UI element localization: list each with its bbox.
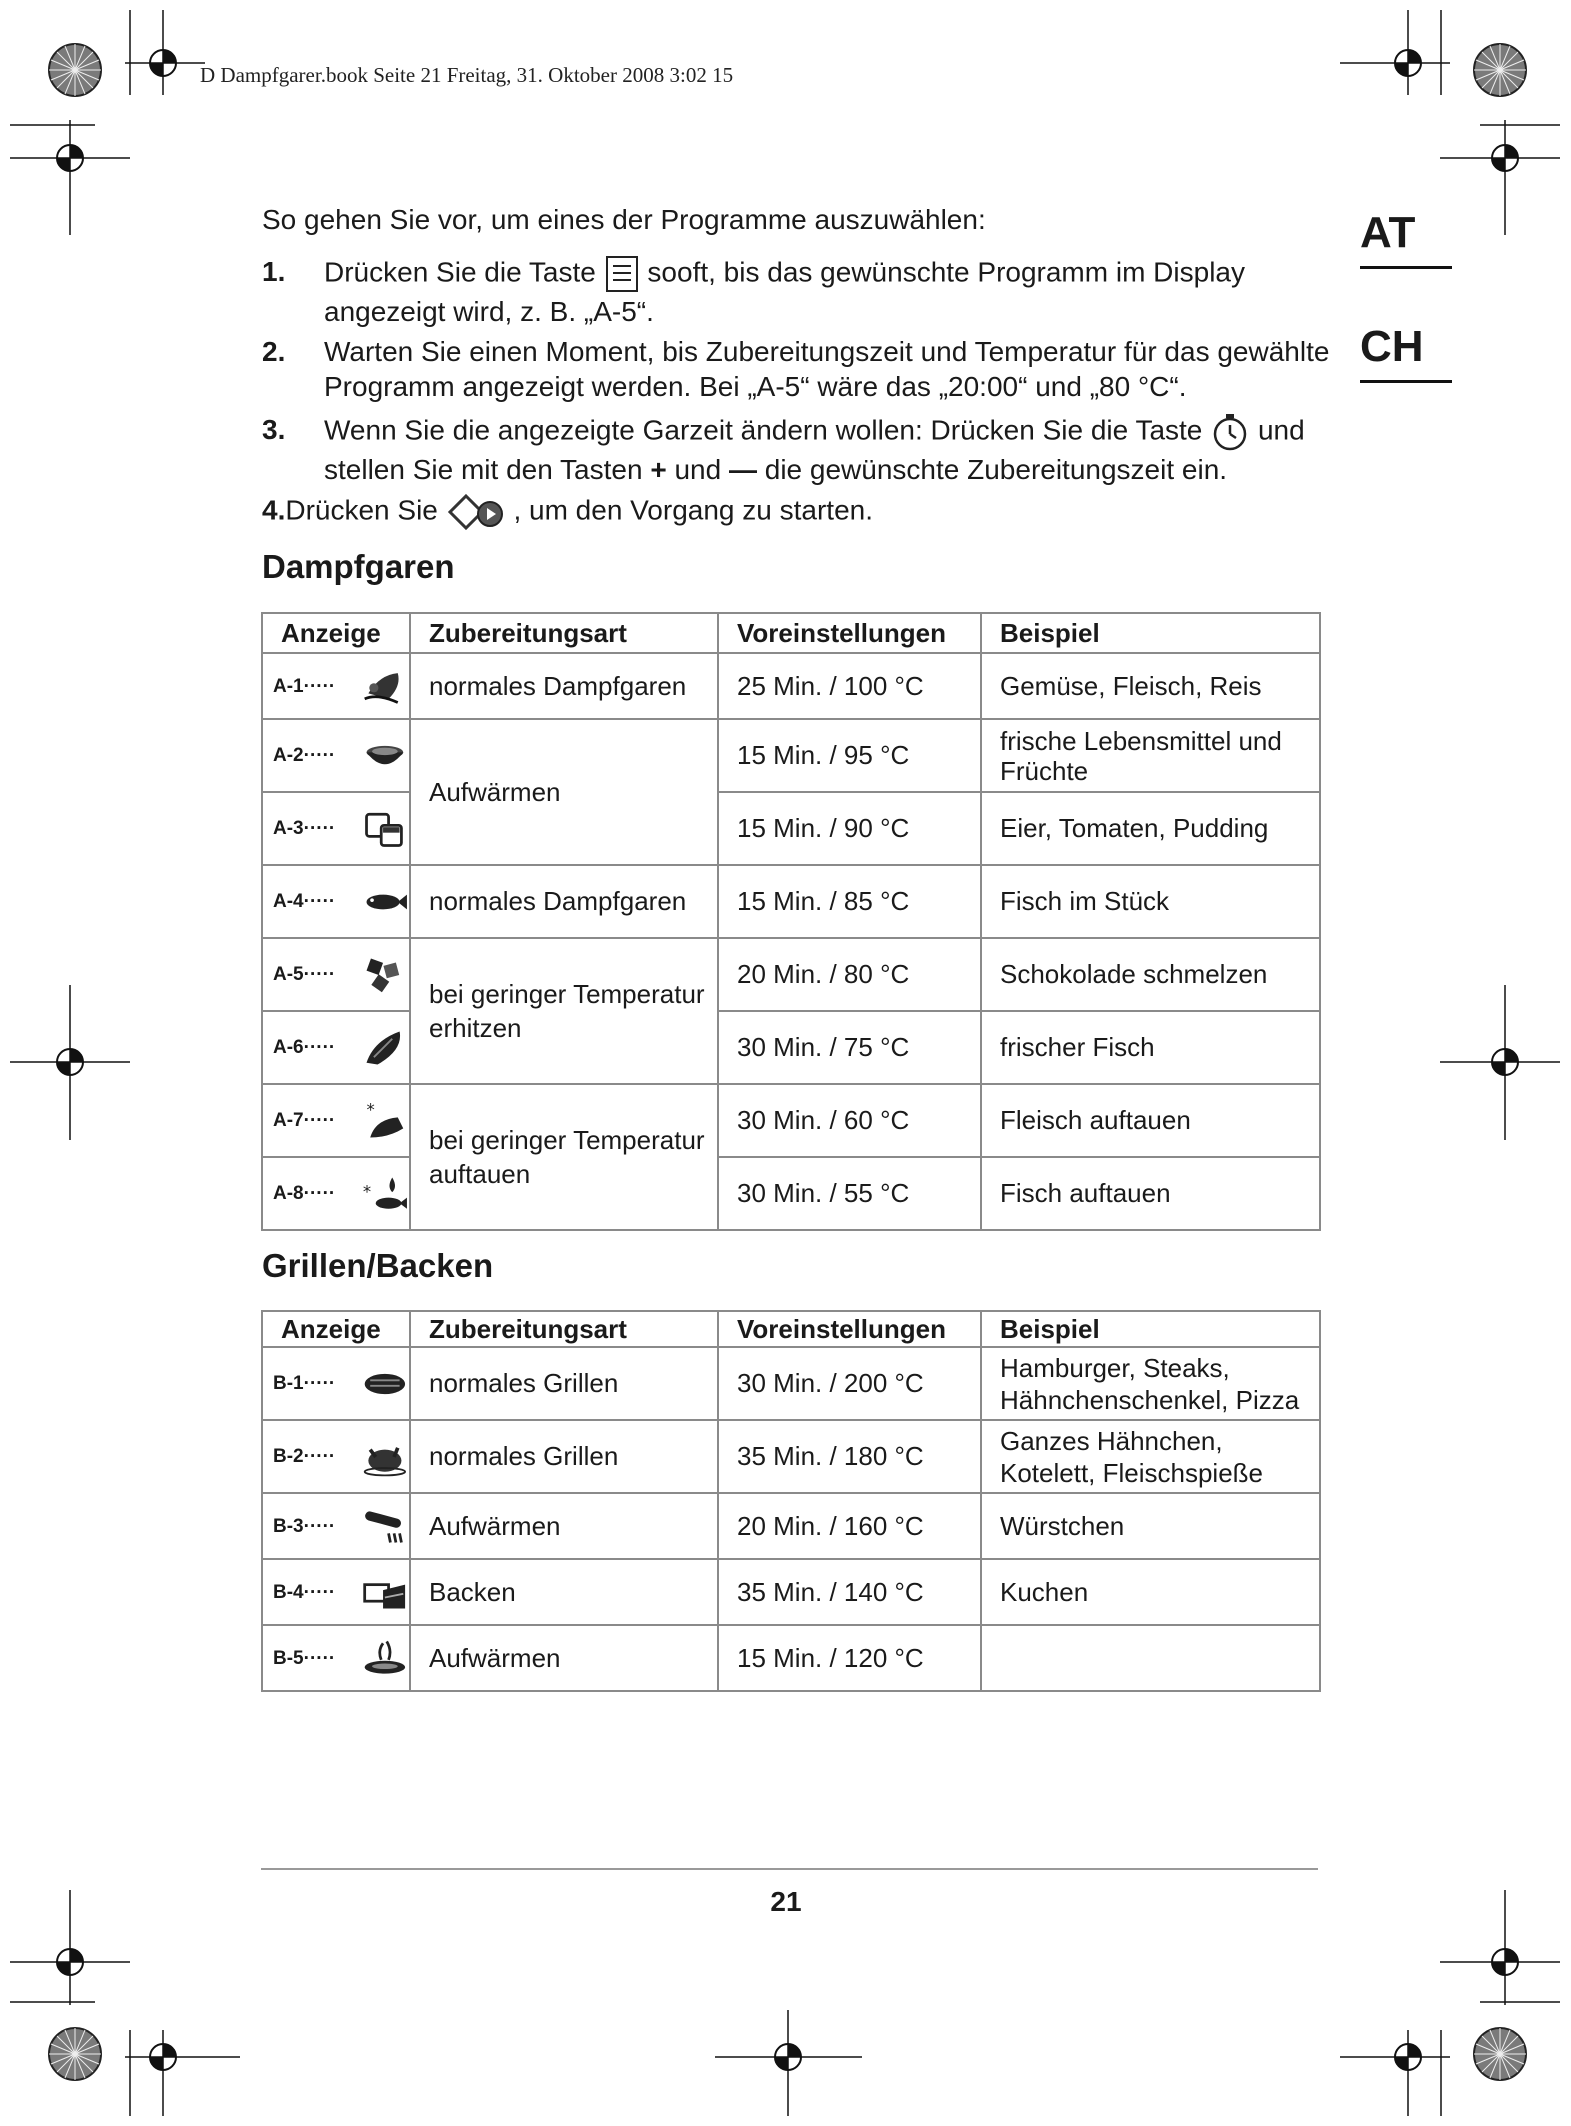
program-code: B-2····· bbox=[273, 1446, 336, 1467]
table-row bbox=[262, 1347, 1320, 1420]
vegetables-icon bbox=[361, 664, 409, 708]
cell-beispiel: Kuchen bbox=[981, 1559, 1320, 1625]
header-anzeige: Anzeige bbox=[262, 613, 410, 653]
cell-beispiel: Fisch im Stück bbox=[981, 865, 1320, 938]
cell-voreinstellungen: 20 Min. / 160 °C bbox=[718, 1493, 981, 1559]
step-text: Wenn Sie die angezeigte Garzeit ändern wollen: Drücken Sie die Taste bbox=[324, 414, 1203, 446]
cell-voreinstellungen: 35 Min. / 180 °C bbox=[718, 1420, 981, 1493]
steak-icon bbox=[361, 1362, 409, 1406]
header-zubereitungsart: Zubereitungsart bbox=[410, 613, 718, 653]
cups-icon bbox=[361, 807, 409, 851]
cell-beispiel: Fleisch auftauen bbox=[981, 1084, 1320, 1157]
table-row bbox=[262, 719, 1320, 792]
footer-divider bbox=[261, 1868, 1318, 1870]
cell-voreinstellungen: 15 Min. / 85 °C bbox=[718, 865, 981, 938]
header-beispiel: Beispiel bbox=[981, 1311, 1320, 1347]
cell-voreinstellungen: 35 Min. / 140 °C bbox=[718, 1559, 981, 1625]
cell-zubereitungsart: Aufwärmen bbox=[410, 1625, 718, 1691]
cake-icon bbox=[361, 1570, 409, 1614]
cell-zubereitungsart: normales Grillen bbox=[410, 1420, 718, 1493]
cell-voreinstellungen: 15 Min. / 95 °C bbox=[718, 719, 981, 792]
cell-beispiel: Fisch auftauen bbox=[981, 1157, 1320, 1230]
cell-zubereitungsart: Aufwärmen bbox=[410, 719, 718, 865]
program-code: B-3····· bbox=[273, 1515, 336, 1537]
step-text: und bbox=[674, 454, 722, 485]
cell-zubereitungsart: Aufwärmen bbox=[410, 1493, 718, 1559]
cell-zubereitungsart: bei geringer Temperatur erhitzen bbox=[410, 938, 718, 1084]
cell-beispiel: Eier, Tomaten, Pudding bbox=[981, 792, 1320, 865]
lang-tab-rule bbox=[1360, 380, 1452, 383]
bowl-icon bbox=[361, 734, 409, 778]
section-title-grillen-backen: Grillen/Backen bbox=[262, 1247, 494, 1284]
grill-program-table bbox=[261, 1310, 1321, 1692]
lang-tab-at bbox=[1360, 208, 1452, 258]
chicken-icon bbox=[361, 1435, 409, 1479]
cell-voreinstellungen: 30 Min. / 60 °C bbox=[718, 1084, 981, 1157]
step-text: sooft, bis das gewünschte Programm im Display angezeigt wird, z. B. „A-5“. bbox=[324, 256, 1245, 327]
cell-beispiel: frische Lebensmittel und Früchte bbox=[981, 719, 1320, 792]
header-zubereitungsart: Zubereitungsart bbox=[410, 1311, 718, 1347]
lang-tab-label: CH bbox=[1360, 322, 1424, 371]
table-row bbox=[262, 1084, 1320, 1157]
sausage-icon bbox=[361, 1504, 409, 1548]
cell-beispiel bbox=[981, 1625, 1320, 1691]
fish-icon bbox=[361, 880, 409, 924]
program-code: A-6····· bbox=[273, 1037, 336, 1058]
table-row bbox=[262, 1493, 1320, 1559]
step-text: Drücken Sie die Taste bbox=[324, 256, 596, 288]
cell-voreinstellungen: 30 Min. / 75 °C bbox=[718, 1011, 981, 1084]
step-text: Drücken Sie bbox=[285, 494, 438, 526]
svg-text:*: * bbox=[363, 1182, 372, 1202]
table-row bbox=[262, 653, 1320, 719]
step-text: , um den Vorgang zu starten. bbox=[513, 494, 873, 526]
step-4 bbox=[262, 492, 873, 532]
cell-beispiel: Ganzes Hähnchen, Kotelett, Fleischspieße bbox=[981, 1420, 1320, 1493]
table-row bbox=[262, 1420, 1320, 1493]
lang-tab-label: AT bbox=[1360, 208, 1416, 257]
cell-voreinstellungen: 15 Min. / 120 °C bbox=[718, 1625, 981, 1691]
svg-text:*: * bbox=[366, 1099, 375, 1119]
plate-icon bbox=[361, 1636, 409, 1680]
step-number: 2. bbox=[262, 336, 286, 367]
steam-program-table bbox=[261, 612, 1321, 1231]
step-number: 3. bbox=[262, 414, 286, 445]
step-number: 1. bbox=[262, 256, 286, 287]
cell-zubereitungsart: normales Grillen bbox=[410, 1347, 718, 1420]
cell-beispiel: frischer Fisch bbox=[981, 1011, 1320, 1084]
program-code: B-4····· bbox=[273, 1581, 336, 1603]
program-code: A-1····· bbox=[273, 675, 336, 697]
table-row bbox=[262, 938, 1320, 1011]
minus-key: — bbox=[728, 454, 757, 485]
program-code: A-4····· bbox=[273, 891, 336, 912]
lang-tab-ch bbox=[1360, 322, 1452, 372]
program-code: B-1····· bbox=[273, 1373, 336, 1394]
step-text: und stellen Sie mit den Tasten bbox=[324, 414, 1305, 485]
frozen-meat-icon bbox=[361, 1099, 409, 1143]
chocolate-icon bbox=[361, 953, 409, 997]
header-anzeige: Anzeige bbox=[262, 1311, 410, 1347]
start-icon bbox=[446, 492, 506, 532]
timer-icon bbox=[1210, 412, 1250, 452]
cell-voreinstellungen: 30 Min. / 200 °C bbox=[718, 1347, 981, 1420]
header-beispiel: Beispiel bbox=[981, 613, 1320, 653]
frozen-fish-icon bbox=[361, 1172, 409, 1216]
table-row bbox=[262, 1625, 1320, 1691]
program-code: A-2····· bbox=[273, 745, 336, 766]
cell-beispiel: Würstchen bbox=[981, 1493, 1320, 1559]
cell-voreinstellungen: 25 Min. / 100 °C bbox=[718, 653, 981, 719]
table-row bbox=[262, 865, 1320, 938]
step-text: Warten Sie einen Moment, bis Zubereitungszeit und Temperatur für das gewählte Programm angezeigt werden. Bei „A-5“ wäre das „20:00“ und „80 °C“. bbox=[324, 336, 1330, 402]
cell-beispiel: Schokolade schmelzen bbox=[981, 938, 1320, 1011]
table-row bbox=[262, 1559, 1320, 1625]
print-header: D Dampfgarer.book Seite 21 Freitag, 31. Oktober 2008 3:02 15 bbox=[200, 63, 734, 87]
intro-text: So gehen Sie vor, um eines der Programme auszuwählen: bbox=[262, 204, 986, 235]
step-number: 4. bbox=[262, 494, 286, 526]
header-voreinstellungen: Voreinstellungen bbox=[718, 1311, 981, 1347]
cell-beispiel: Hamburger, Steaks, Hähnchenschenkel, Pizza bbox=[981, 1347, 1320, 1420]
cell-beispiel: Gemüse, Fleisch, Reis bbox=[981, 653, 1320, 719]
cell-voreinstellungen: 20 Min. / 80 °C bbox=[718, 938, 981, 1011]
table-header-row bbox=[262, 1311, 1320, 1347]
section-title-dampfgaren: Dampfgaren bbox=[262, 548, 455, 585]
cell-voreinstellungen: 15 Min. / 90 °C bbox=[718, 792, 981, 865]
step-text: die gewünschte Zubereitungszeit ein. bbox=[764, 454, 1228, 485]
cell-zubereitungsart: bei geringer Temperatur auftauen bbox=[410, 1084, 718, 1230]
fish-fillet-icon bbox=[361, 1026, 409, 1070]
program-code: A-3····· bbox=[273, 818, 336, 839]
cell-zubereitungsart: normales Dampfgaren bbox=[410, 865, 718, 938]
page-number: 21 bbox=[770, 1886, 802, 1917]
program-code: A-8····· bbox=[273, 1183, 336, 1204]
cell-zubereitungsart: normales Dampfgaren bbox=[410, 653, 718, 719]
plus-key: + bbox=[650, 454, 667, 485]
program-code: B-5····· bbox=[273, 1647, 336, 1669]
header-voreinstellungen: Voreinstellungen bbox=[718, 613, 981, 653]
menu-icon bbox=[604, 254, 640, 294]
cell-voreinstellungen: 30 Min. / 55 °C bbox=[718, 1157, 981, 1230]
table-header-row bbox=[262, 613, 1320, 653]
cell-zubereitungsart: Backen bbox=[410, 1559, 718, 1625]
program-code: A-7····· bbox=[273, 1110, 336, 1131]
lang-tab-rule bbox=[1360, 266, 1452, 269]
program-code: A-5····· bbox=[273, 964, 336, 985]
